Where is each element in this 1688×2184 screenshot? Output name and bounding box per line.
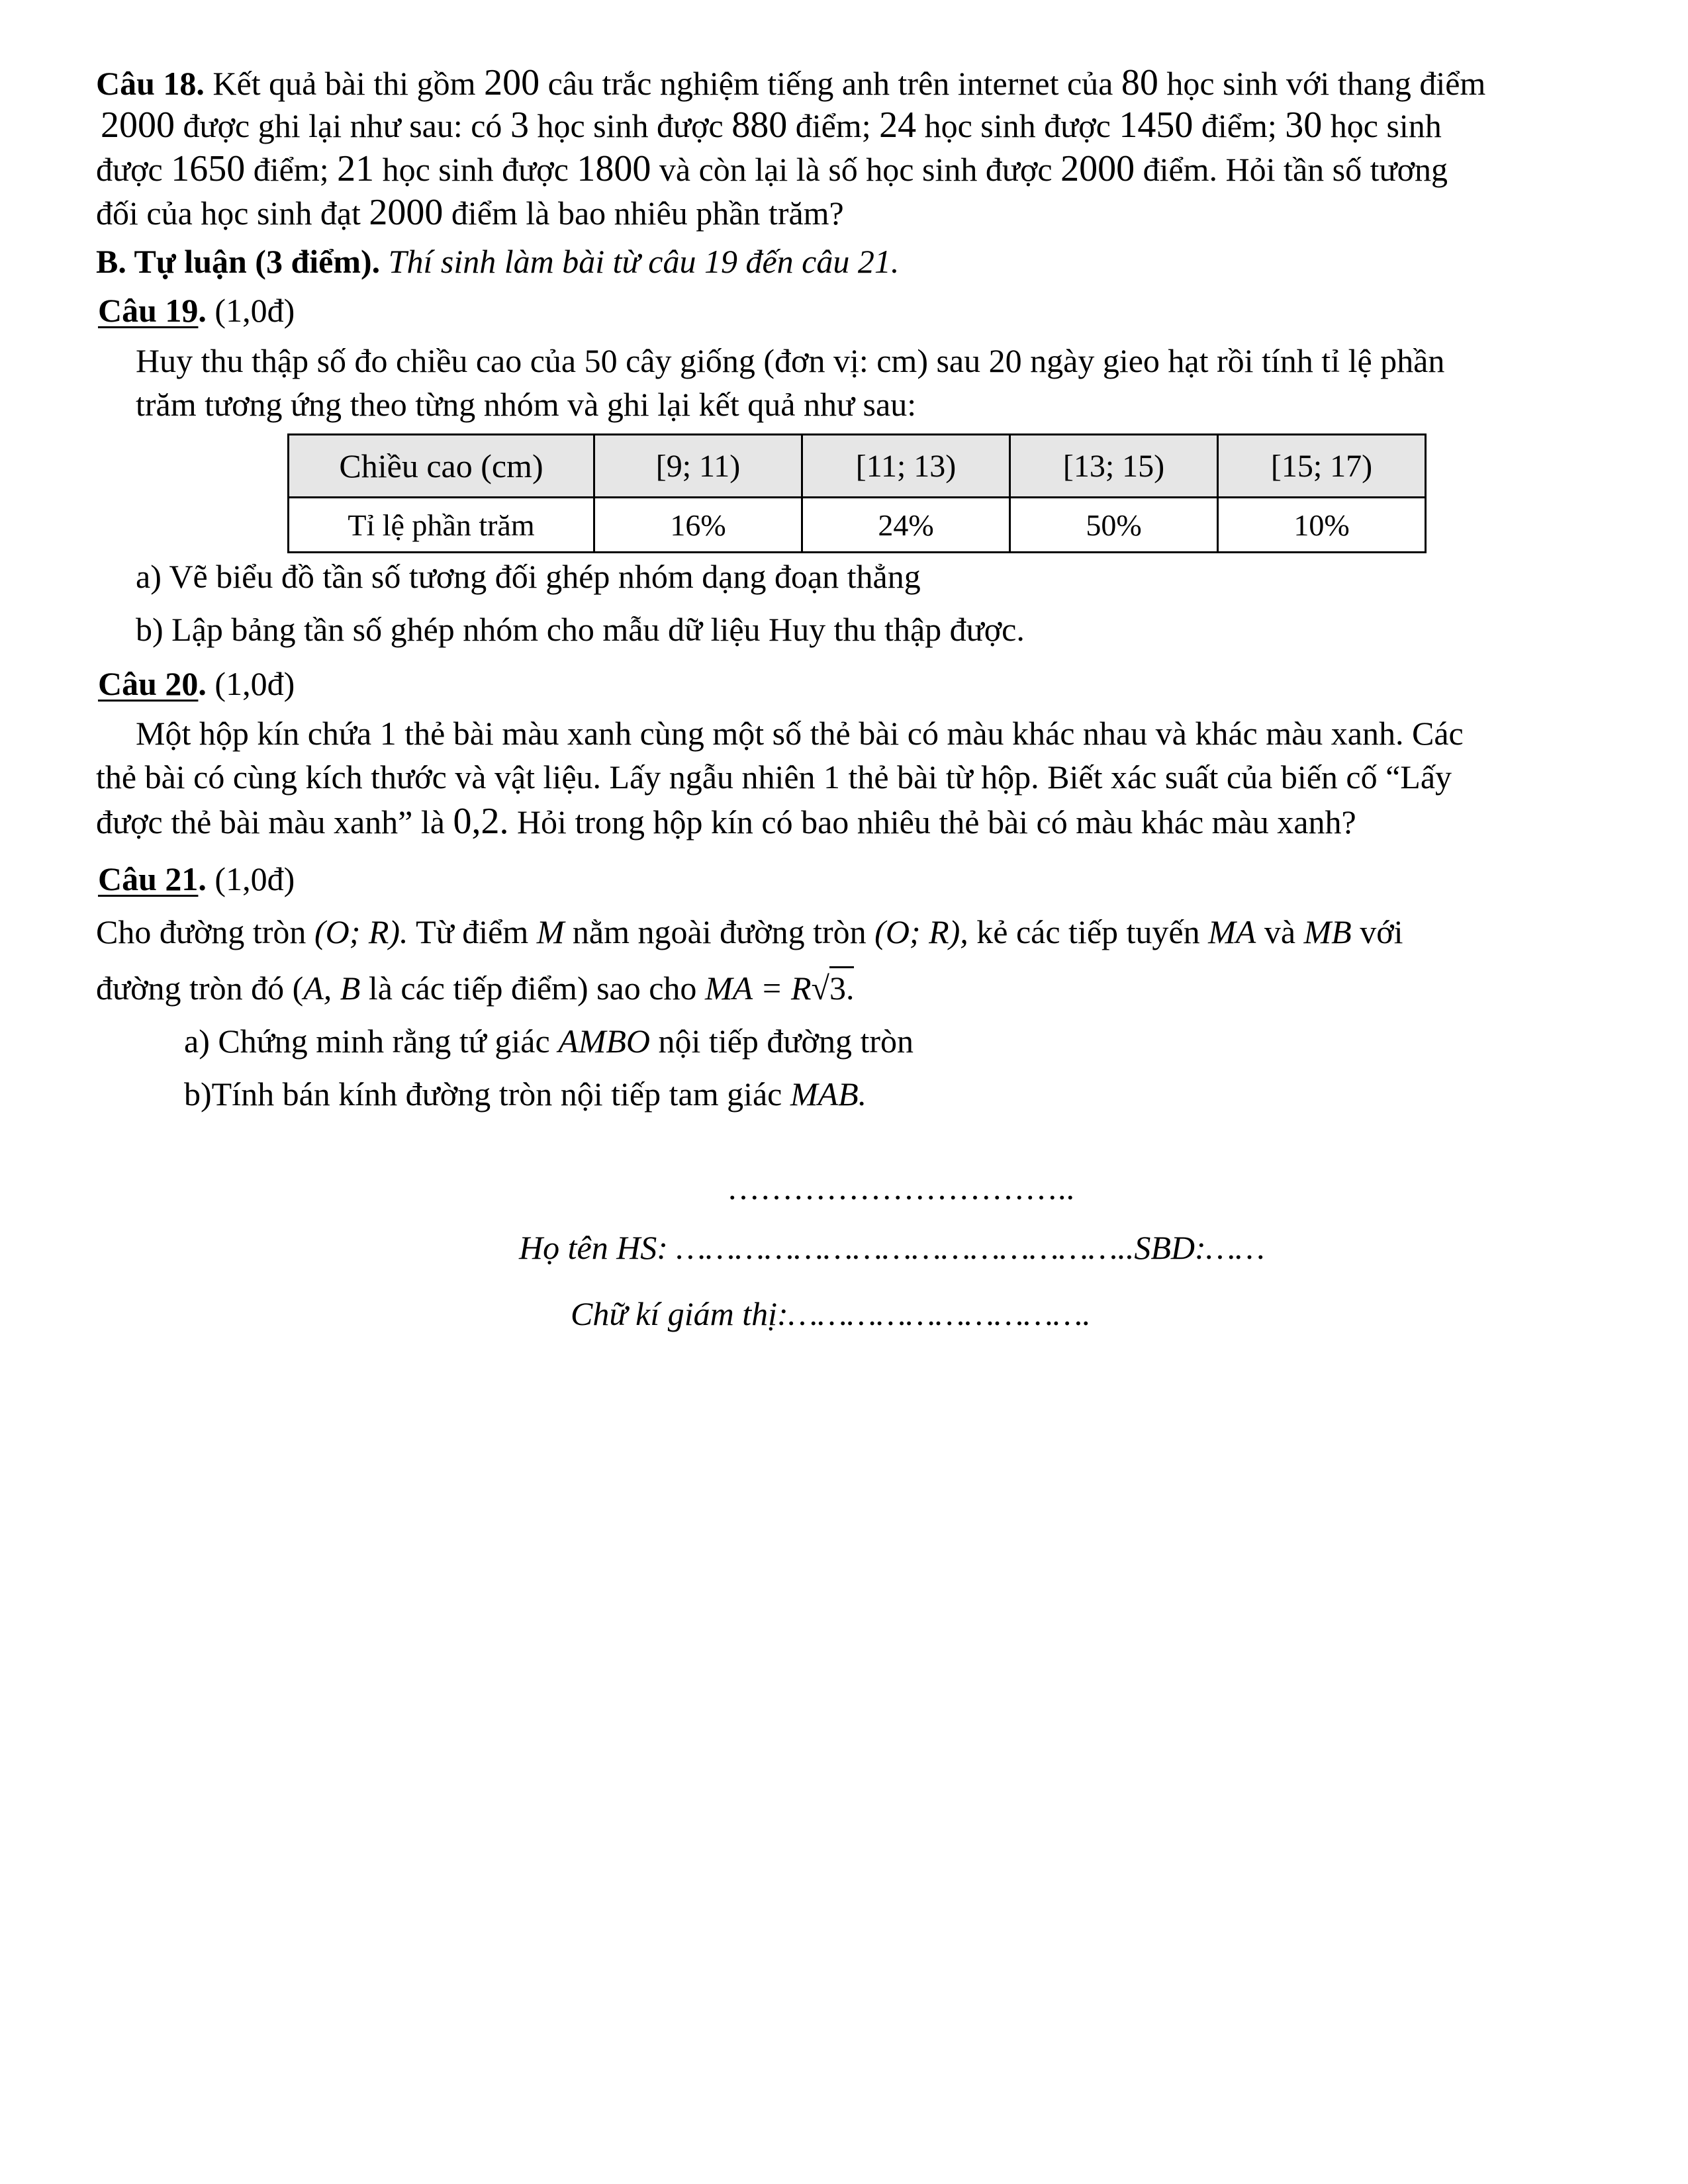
q20-paragraph-line-2: thẻ bài có cùng kích thước và vật liệu. Lấy ngẫu nhiên 1 thẻ bài từ hộp. Biết xác suất của biến cố “Lấy	[96, 758, 1452, 796]
q18-number: 2000	[369, 192, 444, 233]
q21-text: với	[1351, 913, 1403, 950]
q18-text: học sinh được	[374, 151, 577, 188]
q21-math: MAB.	[790, 1075, 867, 1113]
part-b-instruction: Thí sinh làm bài từ câu 19 đến câu 21.	[380, 243, 900, 280]
q21-text: nằm ngoài đường tròn	[564, 913, 875, 950]
q21-part-b	[184, 1072, 867, 1116]
q18-number: 1450	[1119, 105, 1194, 146]
q21-part-a	[184, 1019, 914, 1063]
q18-number: 200	[484, 62, 540, 103]
q18-text: điểm là bao nhiêu phần trăm?	[443, 195, 844, 232]
q18-label: Câu 18.	[96, 65, 205, 102]
q18-text: được	[96, 151, 171, 188]
q18-text: điểm;	[787, 107, 880, 144]
q18-number: 3	[510, 105, 529, 146]
table-cell: 50%	[1010, 498, 1218, 553]
table-row	[289, 498, 1426, 553]
q18-text: Kết quả bài thi gồm	[204, 65, 485, 102]
q21-math: (O; R),	[874, 913, 968, 950]
footer-dots: …………………………..	[727, 1169, 1074, 1206]
q18-text: học sinh với thang điểm	[1158, 65, 1486, 102]
table-cell: 16%	[594, 498, 802, 553]
q20-heading	[98, 662, 295, 705]
q18-number: 24	[879, 105, 917, 146]
q21-text: a) Chứng minh rằng tứ giác	[184, 1023, 559, 1060]
q21-math: AMBO	[558, 1023, 651, 1060]
q20-points: (1,0đ)	[206, 665, 295, 702]
q20-text: Hỏi trong hộp kín có bao nhiêu thẻ bài có màu khác màu xanh?	[508, 803, 1356, 841]
q20-paragraph-line-1: Một hộp kín chứa 1 thẻ bài màu xanh cùng một số thẻ bài có màu khác nhau và khác màu xanh. Các	[136, 715, 1464, 752]
q18-line-3	[96, 147, 1448, 191]
q18-number: 80	[1121, 62, 1158, 103]
table-cell: 10%	[1218, 498, 1426, 553]
table-header-row	[289, 435, 1426, 498]
table-interval: [11; 13)	[802, 435, 1010, 498]
q18-text: điểm;	[1193, 107, 1286, 144]
q21-line-1	[96, 910, 1403, 954]
q18-text: học sinh được	[916, 107, 1119, 144]
q18-text: điểm;	[245, 151, 338, 188]
q21-text: nội tiếp đường tròn	[650, 1023, 914, 1060]
q21-text: b)Tính bán kính đường tròn nội tiếp tam giác	[184, 1075, 790, 1113]
q21-line-2	[96, 966, 854, 1010]
q18-text: và còn lại là số học sinh được	[651, 151, 1061, 188]
q18-text: điểm. Hỏi tần số tương	[1135, 151, 1448, 188]
q18-number: 880	[731, 105, 788, 146]
q18-text: câu trắc nghiệm tiếng anh trên internet của	[539, 65, 1121, 102]
part-b-title: B. Tự luận (3 điểm).	[96, 243, 381, 280]
q18-number: 1650	[171, 148, 246, 189]
sqrt-symbol: √3.	[812, 966, 855, 1010]
q20-text: được thẻ bài màu xanh” là	[96, 803, 453, 841]
q21-text: Cho đường tròn	[96, 913, 314, 950]
q19-heading	[98, 289, 295, 332]
q18-line-1	[96, 61, 1485, 105]
table-interval: [9; 11)	[594, 435, 802, 498]
q21-dot: .	[198, 860, 207, 897]
q18-text: đối của học sinh đạt	[96, 195, 369, 232]
q21-text: và	[1256, 913, 1304, 950]
q21-text: đường tròn đó (	[96, 970, 304, 1007]
q21-label: Câu 21	[98, 860, 199, 897]
q19-label: Câu 19	[98, 292, 199, 329]
q19-points: (1,0đ)	[206, 292, 295, 329]
q21-text: kẻ các tiếp tuyến	[968, 913, 1209, 950]
q18-line-4	[96, 191, 844, 235]
q20-probability: 0,2.	[453, 801, 509, 842]
q18-text: được ghi lại như sau: có	[175, 107, 510, 144]
table-interval: [15; 17)	[1218, 435, 1426, 498]
q19-paragraph-line-1: Huy thu thập số đo chiều cao của 50 cây giống (đơn vị: cm) sau 20 ngày gieo hạt rồi tính tỉ lệ phần	[136, 342, 1445, 379]
q21-math: A, B	[303, 970, 361, 1007]
proctor-signature-line: Chữ kí giám thị:………………………….	[571, 1295, 1091, 1332]
q19-part-a: a) Vẽ biểu đồ tần số tương đối ghép nhóm dạng đoạn thẳng	[136, 558, 921, 595]
q18-number: 1800	[577, 148, 651, 189]
q19-paragraph-line-2: trăm tương ứng theo từng nhóm và ghi lại kết quả như sau:	[136, 386, 917, 423]
q20-label: Câu 20	[98, 665, 199, 702]
q18-number: 30	[1285, 105, 1323, 146]
q19-dot: .	[198, 292, 207, 329]
q21-equation: MA = R	[704, 970, 812, 1007]
q19-part-b: b) Lập bảng tần số ghép nhóm cho mẫu dữ liệu Huy thu thập được.	[136, 611, 1025, 648]
q21-text: là các tiếp điểm) sao cho	[360, 970, 705, 1007]
q21-text: Từ điểm	[408, 913, 537, 950]
q18-text: học sinh	[1322, 107, 1442, 144]
table-cell: 24%	[802, 498, 1010, 553]
q21-heading	[98, 857, 295, 901]
q21-math: (O; R).	[314, 913, 408, 950]
q18-line-2	[101, 103, 1442, 148]
q21-math: M	[536, 913, 565, 950]
table-header-label: Chiều cao (cm)	[289, 435, 594, 498]
height-percentage-table	[287, 433, 1427, 553]
table-row-label: Tỉ lệ phần trăm	[289, 498, 594, 553]
sqrt-radicand: 3.	[829, 966, 855, 1007]
q21-math: MA	[1208, 913, 1256, 950]
part-b-heading	[96, 240, 899, 283]
q20-dot: .	[198, 665, 207, 702]
q18-number: 2000	[1060, 148, 1135, 189]
q21-math: MB	[1303, 913, 1352, 950]
student-name-line: Họ tên HS: ………………………………………..SBD:……	[519, 1229, 1265, 1266]
q18-number: 21	[337, 148, 375, 189]
q18-text: học sinh được	[528, 107, 732, 144]
table-interval: [13; 15)	[1010, 435, 1218, 498]
q20-paragraph-line-3	[96, 799, 1356, 844]
q18-number: 2000	[101, 105, 175, 146]
q21-points: (1,0đ)	[206, 860, 295, 897]
